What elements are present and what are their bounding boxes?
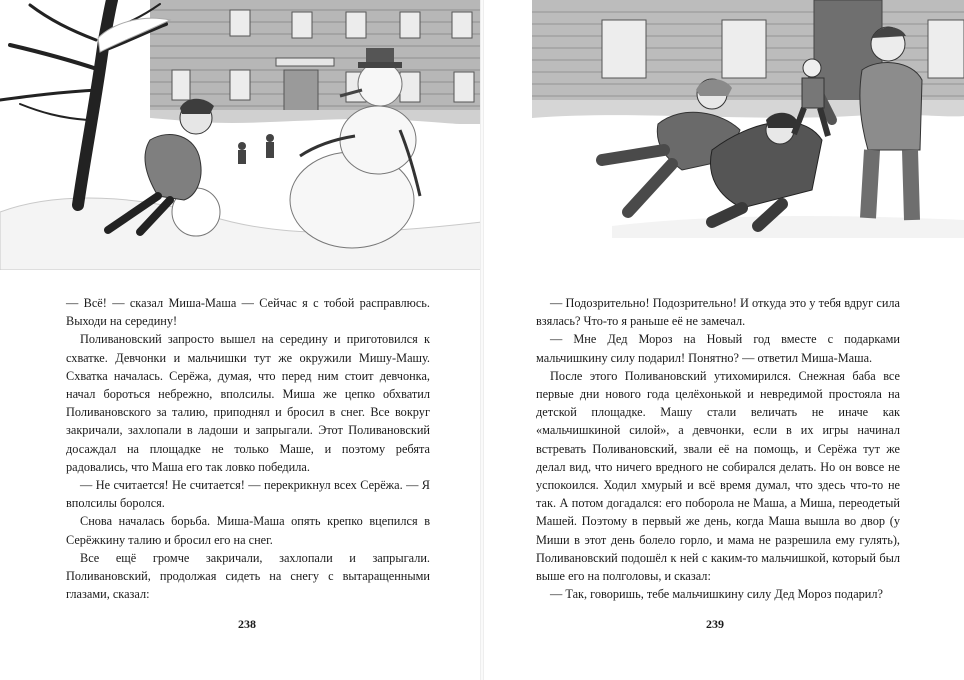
paragraph: После этого Поливановский утихомирился. Снежная баба все первые дни нового года целёхонькой и невредимой простояла на детской площадке. Машу стали величать не иначе как «мальчишкиной силой», а девчонки, если в их игры начинал встревать Поливановский, звали её на помощь, и Серёжа тут же делал вид, что ничего вредного не собирался делать. Но он вовсе не успокоился. Ходил хмурый и всё время думал, что здесь что-то не так. А потом догадался: его поборола не Маша, а Миша, переодетый Машей. Поэтому в первый же день, когда Маша вышла во двор (у Миши в этот день болело горло, и мама не разрешила ему гулять), Поливановский подошёл к ней с каким-то мальчишкой, который был выше его на полголовы, и сказал: <box>536 368 900 584</box>
paragraph: Снова началась борьба. Миша-Маша опять крепко вцепился в Серёжкину талию и бросил его на снег. <box>66 514 430 547</box>
paragraph: — Всё! — сказал Миша-Маша — Сейчас я с тобой расправлюсь. Выходи на середину! <box>66 296 430 329</box>
wrestling-drawing <box>532 0 964 238</box>
snow-yard-drawing <box>0 0 482 270</box>
left-page-text <box>66 294 430 603</box>
right-page-text <box>536 294 900 603</box>
paragraph: — Не считается! Не считается! — перекрикнул всех Серёжа. — Я вполсилы боролся. <box>66 478 430 511</box>
paragraph: — Подозрительно! Подозрительно! И откуда это у тебя вдруг сила взялась? Что-то я раньше её не замечал. <box>536 296 900 329</box>
left-illustration-snowman-scene <box>0 0 482 270</box>
paragraph: — Мне Дед Мороз на Новый год вместе с подарками мальчишкину силу подарил! Понятно? — ответил Миша-Маша. <box>536 332 900 365</box>
page-number: 238 <box>238 617 256 631</box>
right-page <box>482 0 964 680</box>
paragraph: Поливановский запросто вышел на середину и приготовился к схватке. Девчонки и мальчишки тут же окружили Мишу-Машу. Схватка началась. Серёжа, думая, что перед ним стоит девчонка, начал бороться небрежно, вполсилы. Миша же цепко обхватил Поливановского за талию, приподнял и бросил в снег. Все вокруг закричали, захлопали в ладоши и запрыгали. Этот Поливановский досаждал на площадке не только Маше, и поэтому ребята радовались, что Маша его так ловко победила. <box>66 332 430 474</box>
right-illustration-wrestling-scene <box>532 0 964 238</box>
paragraph: — Так, говоришь, тебе мальчишкину силу Дед Мороз подарил? <box>550 587 883 602</box>
paragraph: Все ещё громче закричали, захлопали и запрыгали. Поливановский, продолжая сидеть на снегу с вытаращенными глазами, сказал: <box>66 550 430 602</box>
page-number: 239 <box>706 617 724 631</box>
